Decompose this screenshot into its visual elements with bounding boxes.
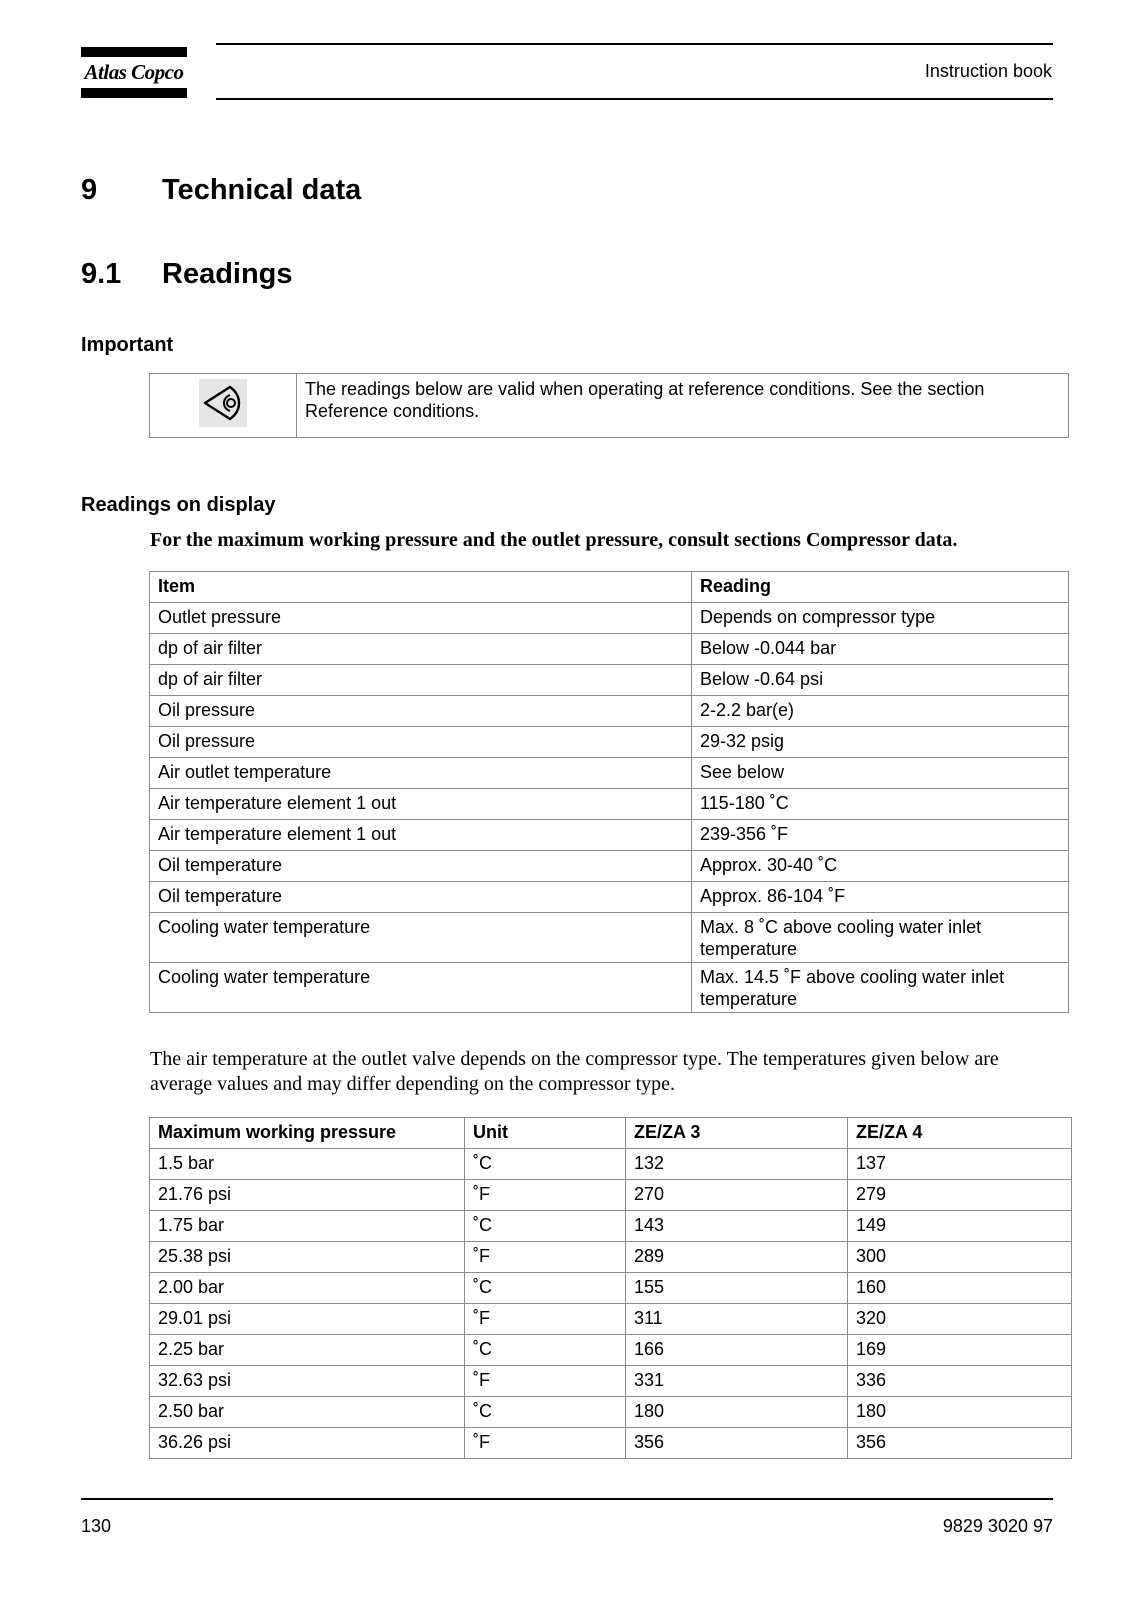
table-cell: 160 [848, 1273, 1072, 1304]
table-cell: 169 [848, 1335, 1072, 1366]
table-cell: dp of air filter [150, 634, 692, 665]
table-cell: Approx. 86-104 ˚F [692, 882, 1069, 913]
column-header: Unit [465, 1118, 626, 1149]
table-row [150, 1242, 1072, 1273]
important-heading: Important [81, 334, 174, 356]
header-rule-bottom [216, 98, 1053, 100]
table-cell: Air temperature element 1 out [150, 820, 692, 851]
table-row [150, 1397, 1072, 1428]
table-cell: 155 [626, 1273, 848, 1304]
readings-table [149, 571, 1069, 1013]
table-cell: Oil temperature [150, 851, 692, 882]
table-cell: ˚F [465, 1180, 626, 1211]
table-cell: 270 [626, 1180, 848, 1211]
atlas-copco-logo [81, 47, 187, 100]
table-cell: 356 [848, 1428, 1072, 1459]
table-cell: ˚C [465, 1273, 626, 1304]
table-cell: 29.01 psi [150, 1304, 465, 1335]
table-cell: ˚F [465, 1366, 626, 1397]
column-header: Item [150, 572, 692, 603]
table-cell: 132 [626, 1149, 848, 1180]
table-row [150, 1366, 1072, 1397]
table-cell: Oil pressure [150, 727, 692, 758]
document-number: 9829 3020 97 [942, 1516, 1053, 1536]
table-cell: See below [692, 758, 1069, 789]
outlet-paragraph: The air temperature at the outlet valve depends on the compressor type. The temperatures given below are average values and may differ depending on the compressor type. [150, 1048, 999, 1095]
header-rule-top [216, 43, 1053, 45]
table-cell: 149 [848, 1211, 1072, 1242]
table-cell: 239-356 ˚F [692, 820, 1069, 851]
table-cell: Oil temperature [150, 882, 692, 913]
table-cell: 166 [626, 1335, 848, 1366]
table-row [150, 1304, 1072, 1335]
table-cell: 115-180 ˚C [692, 789, 1069, 820]
table-cell: 1.75 bar [150, 1211, 465, 1242]
section-number: 9.1 [81, 258, 122, 290]
table-row [150, 1180, 1072, 1211]
table-row [150, 665, 1069, 696]
table-cell: Oil pressure [150, 696, 692, 727]
table-row [150, 1273, 1072, 1304]
table-row [150, 789, 1069, 820]
table-cell: 331 [626, 1366, 848, 1397]
readings-body [150, 603, 1069, 1013]
table-cell: ˚C [465, 1335, 626, 1366]
table-cell: ˚C [465, 1211, 626, 1242]
table-cell: 356 [626, 1428, 848, 1459]
table-cell: 336 [848, 1366, 1072, 1397]
table-cell: 2.00 bar [150, 1273, 465, 1304]
table-cell: Cooling water temperature [150, 963, 692, 1013]
table-cell: 21.76 psi [150, 1180, 465, 1211]
table-row [150, 696, 1069, 727]
outlet-body [150, 1149, 1072, 1459]
logo-text: Atlas Copco [84, 60, 184, 84]
table-cell: 25.38 psi [150, 1242, 465, 1273]
table-cell: Air outlet temperature [150, 758, 692, 789]
column-header: Reading [692, 572, 1069, 603]
table-cell: 137 [848, 1149, 1072, 1180]
logo-bar-bottom [81, 88, 187, 98]
outlet-temperature-table [149, 1117, 1072, 1459]
table-cell: Depends on compressor type [692, 603, 1069, 634]
table-cell: 180 [848, 1397, 1072, 1428]
table-cell: 2.50 bar [150, 1397, 465, 1428]
chapter-number: 9 [81, 174, 98, 206]
table-cell: 143 [626, 1211, 848, 1242]
table-cell: 29-32 psig [692, 727, 1069, 758]
table-cell: 36.26 psi [150, 1428, 465, 1459]
table-cell: Max. 8 ˚C above cooling water inlet temperature [692, 913, 1069, 963]
note-icon-cell [150, 374, 297, 438]
section-title: Readings [162, 258, 293, 290]
logo-bar-top [81, 47, 187, 57]
table-row [150, 851, 1069, 882]
table-cell: ˚C [465, 1149, 626, 1180]
table-row [150, 1335, 1072, 1366]
table-row [150, 1149, 1072, 1180]
chapter-title: Technical data [162, 174, 362, 206]
table-cell: 2.25 bar [150, 1335, 465, 1366]
footer-rule [81, 1498, 1053, 1500]
table-cell: Cooling water temperature [150, 913, 692, 963]
table-cell: Max. 14.5 ˚F above cooling water inlet temperature [692, 963, 1069, 1013]
section-heading [81, 258, 293, 291]
column-header: ZE/ZA 3 [626, 1118, 848, 1149]
table-cell: ˚F [465, 1242, 626, 1273]
table-cell: 1.5 bar [150, 1149, 465, 1180]
readings-heading: Readings on display [81, 494, 276, 516]
table-cell: Below -0.64 psi [692, 665, 1069, 696]
table-cell: Approx. 30-40 ˚C [692, 851, 1069, 882]
table-cell: 311 [626, 1304, 848, 1335]
table-cell: Outlet pressure [150, 603, 692, 634]
chapter-heading [81, 174, 361, 207]
eye-icon [199, 379, 247, 427]
table-row [150, 603, 1069, 634]
table-row [150, 727, 1069, 758]
table-cell: 320 [848, 1304, 1072, 1335]
readings-lead: For the maximum working pressure and the outlet pressure, consult sections Compressor data. [150, 529, 958, 551]
table-row [150, 1428, 1072, 1459]
document-title: Instruction book [924, 61, 1052, 81]
important-note [149, 373, 1069, 438]
table-row [150, 634, 1069, 665]
note-text: The readings below are valid when operating at reference conditions. See the section Reference conditions. [297, 374, 1069, 438]
table-cell: ˚C [465, 1397, 626, 1428]
table-cell: 289 [626, 1242, 848, 1273]
table-cell: Below -0.044 bar [692, 634, 1069, 665]
table-cell: 32.63 psi [150, 1366, 465, 1397]
table-row [150, 882, 1069, 913]
table-row [150, 758, 1069, 789]
table-cell: 180 [626, 1397, 848, 1428]
table-cell: 2-2.2 bar(e) [692, 696, 1069, 727]
table-row [150, 1211, 1072, 1242]
table-cell: Air temperature element 1 out [150, 789, 692, 820]
table-cell: 300 [848, 1242, 1072, 1273]
page-number: 130 [81, 1516, 112, 1536]
column-header: ZE/ZA 4 [848, 1118, 1072, 1149]
column-header: Maximum working pressure [150, 1118, 465, 1149]
table-header-row [150, 572, 1069, 603]
table-row [150, 913, 1069, 963]
table-cell: ˚F [465, 1428, 626, 1459]
table-row [150, 820, 1069, 851]
table-row [150, 963, 1069, 1013]
table-cell: 279 [848, 1180, 1072, 1211]
table-cell: dp of air filter [150, 665, 692, 696]
table-cell: ˚F [465, 1304, 626, 1335]
table-header-row [150, 1118, 1072, 1149]
